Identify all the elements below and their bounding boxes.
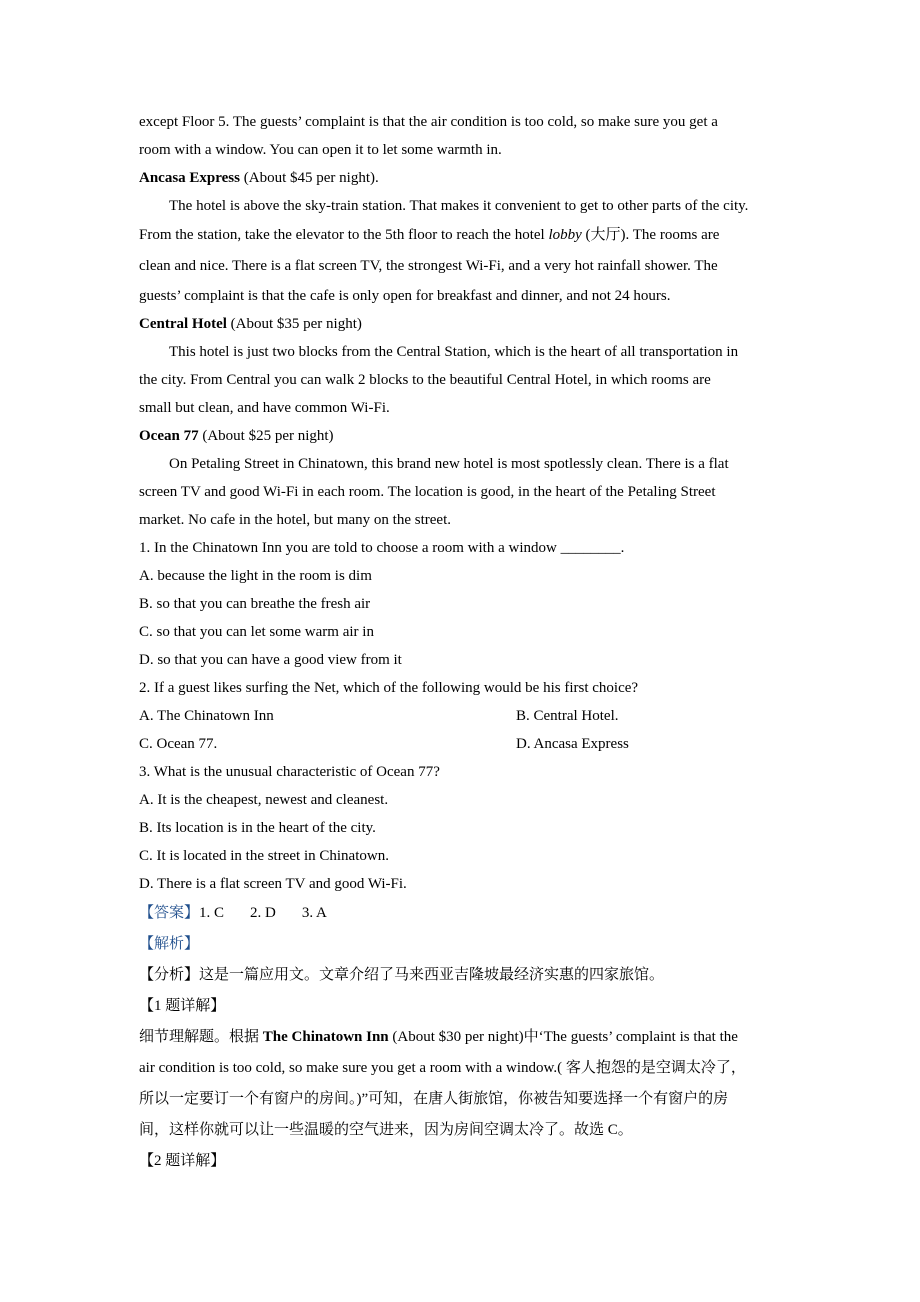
hotel-heading-ancasa: [139, 164, 789, 192]
hotel-price: (About $35 per night): [226, 316, 362, 332]
question-option: A. because the light in the room is dim: [139, 568, 372, 584]
answer-item: 2. D: [250, 905, 276, 921]
passage-line: except Floor 5. The guests’ complaint is that the air condition is too cold, so make sure you get a: [139, 114, 718, 130]
passage-line: the city. From Central you can walk 2 blocks to the beautiful Central Hotel, in which rooms are: [139, 372, 711, 388]
passage-line: room with a window. You can open it to let some warmth in.: [139, 142, 502, 158]
question-option: C. It is located in the street in Chinatown.: [139, 848, 389, 864]
question-option: D. so that you can have a good view from it: [139, 652, 402, 668]
question-option: A. It is the cheapest, newest and cleanest.: [139, 792, 389, 808]
analysis-summary: 【分析】这是一篇应用文。文章介绍了马来西亚吉隆坡最经济实惠的四家旅馆。: [139, 967, 665, 983]
hotel-price: (About $45 per night).: [240, 170, 379, 186]
question-option: B. Its location is in the heart of the city.: [139, 820, 376, 836]
detail-heading: 【2 题详解】: [139, 1153, 226, 1169]
passage-line: From the station, take the elevator to the 5th floor to reach the hotel lobby (大厅). The rooms are: [139, 227, 720, 243]
question-option: C. so that you can let some warm air in: [139, 624, 374, 640]
option-row: [139, 702, 789, 730]
hotel-heading-ocean: [139, 422, 789, 450]
bold-reference: The Chinatown Inn: [262, 1029, 389, 1045]
question-stem: 2. If a guest likes surfing the Net, which of the following would be his first choice?: [139, 680, 639, 696]
analysis-line: air condition is too cold, so make sure you get a room with a window.( 客人抱怨的是空调太冷了，: [139, 1060, 746, 1076]
question-option: A. The Chinatown Inn: [139, 708, 274, 724]
hotel-heading-central: [139, 310, 789, 338]
passage-line: small but clean, and have common Wi-Fi.: [139, 400, 390, 416]
italic-word: lobby: [548, 227, 582, 243]
analysis-line: 细节理解题。根据 The Chinatown Inn (About $30 per night)中‘The guests’ complaint is that the: [139, 1029, 738, 1045]
answer-line: [139, 898, 789, 929]
passage-line: guests’ complaint is that the cafe is only open for breakfast and dinner, and not 24 hours.: [139, 288, 671, 304]
analysis-line: 间，这样你就可以让一些温暖的空气进来，因为房间空调太冷了。故选 C。: [139, 1122, 633, 1138]
option-row: [139, 730, 789, 758]
question-stem: 3. What is the unusual characteristic of Ocean 77?: [139, 764, 440, 780]
passage-line: screen TV and good Wi-Fi in each room. The location is good, in the heart of the Petaling Street: [139, 484, 716, 500]
passage-line: market. No cafe in the hotel, but many on the street.: [139, 512, 451, 528]
hotel-price: (About $25 per night): [198, 428, 334, 444]
detail-heading: 【1 题详解】: [139, 998, 226, 1014]
hotel-name: Central Hotel: [139, 316, 227, 332]
answer-item: 1. C: [199, 905, 225, 921]
question-option: B. Central Hotel.: [516, 708, 619, 724]
passage-line: clean and nice. There is a flat screen TV, the strongest Wi-Fi, and a very hot rainfall shower. The: [139, 258, 718, 274]
answer-tag: 【答案】: [139, 905, 200, 921]
passage-line: This hotel is just two blocks from the Central Station, which is the heart of all transportation in: [169, 344, 739, 360]
analysis-tag: 【解析】: [139, 936, 200, 952]
analysis-line: 所以一定要订一个有窗户的房间。)”可知，在唐人街旅馆，你被告知要选择一个有窗户的房: [139, 1091, 729, 1107]
question-option: C. Ocean 77.: [139, 736, 218, 752]
document-page: [139, 108, 789, 1177]
passage-line: The hotel is above the sky-train station. That makes it convenient to get to other parts of the city.: [169, 198, 749, 214]
hotel-name: Ancasa Express: [139, 170, 240, 186]
passage-line: On Petaling Street in Chinatown, this brand new hotel is most spotlessly clean. There is a flat: [169, 456, 729, 472]
question-stem: 1. In the Chinatown Inn you are told to choose a room with a window ________.: [139, 540, 625, 556]
analysis-line: [139, 929, 789, 960]
hotel-name: Ocean 77: [139, 428, 199, 444]
question-option: B. so that you can breathe the fresh air: [139, 596, 371, 612]
question-option: D. There is a flat screen TV and good Wi-Fi.: [139, 876, 407, 892]
question-option: D. Ancasa Express: [516, 736, 629, 752]
answer-item: 3. A: [301, 905, 327, 921]
